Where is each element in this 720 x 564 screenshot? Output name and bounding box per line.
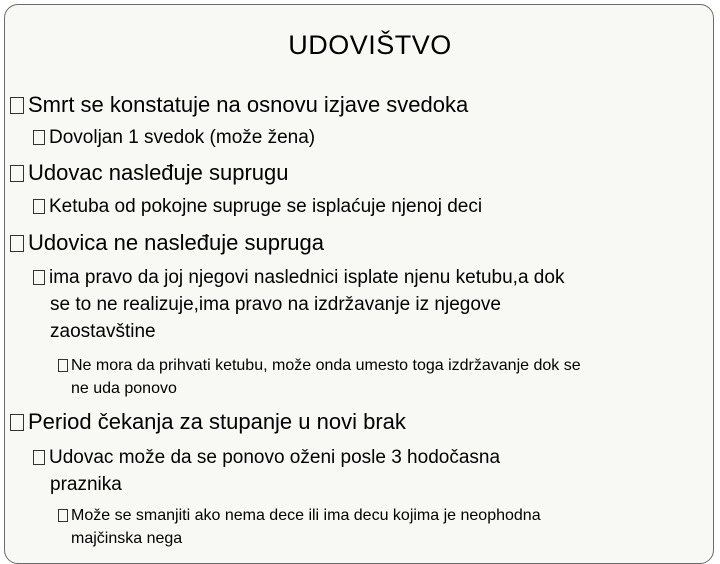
bullet-text: Dovoljan 1 svedok (može žena) [49, 127, 316, 148]
square-bullet-icon [58, 359, 68, 372]
bullet-text-line-2: praznika [50, 474, 122, 495]
bullet-text-line-3: zaostavštine [50, 321, 156, 342]
bullet-item [10, 230, 324, 256]
square-bullet-icon [33, 199, 45, 214]
bullet-text-line-2: ne uda ponovo [71, 380, 177, 397]
square-bullet-icon [33, 130, 45, 145]
bullet-text-line-1: ima pravo da joj njegovi naslednici isplate njenu ketubu,a dok [49, 267, 565, 288]
sub-bullet-item [33, 196, 482, 218]
bullet-item [10, 160, 289, 186]
bullet-text: Udovica ne nasleđuje supruga [28, 230, 324, 255]
bullet-text-line-1: Može se smanjiti ako nema dece ili ima decu kojima je neophodna [71, 507, 541, 524]
slide-title: UDOVIŠTVO [288, 30, 452, 60]
bullet-text: Period čekanja za stupanje u novi brak [28, 409, 406, 434]
sub-sub-bullet-item [58, 504, 541, 550]
square-bullet-icon [10, 235, 24, 252]
bullet-text-line-2: majčinska nega [71, 530, 183, 547]
sub-sub-bullet-item [58, 354, 581, 400]
bullet-item [10, 92, 468, 118]
sub-bullet-item [33, 264, 564, 345]
bullet-text: Smrt se konstatuje na osnovu izjave svedoka [28, 92, 469, 117]
square-bullet-icon [10, 414, 24, 431]
bullet-text: Ketuba od pokojne supruge se isplaćuje njenoj deci [49, 196, 483, 217]
bullet-text: Udovac nasleđuje suprugu [28, 160, 289, 185]
bullet-text-line-1: Ne mora da prihvati ketubu, može onda umesto toga izdržavanje dok se [71, 357, 581, 374]
square-bullet-icon [33, 450, 45, 465]
square-bullet-icon [10, 165, 24, 182]
square-bullet-icon [58, 509, 68, 522]
bullet-item [10, 409, 406, 435]
bullet-text-line-2: se to ne realizuje,ima pravo na izdržavanje iz njegove [50, 294, 501, 315]
square-bullet-icon [33, 270, 45, 285]
sub-bullet-item [33, 127, 315, 149]
square-bullet-icon [10, 97, 24, 114]
sub-bullet-item [33, 444, 500, 498]
bullet-text-line-1: Udovac može da se ponovo oženi posle 3 hodočasna [49, 447, 501, 468]
